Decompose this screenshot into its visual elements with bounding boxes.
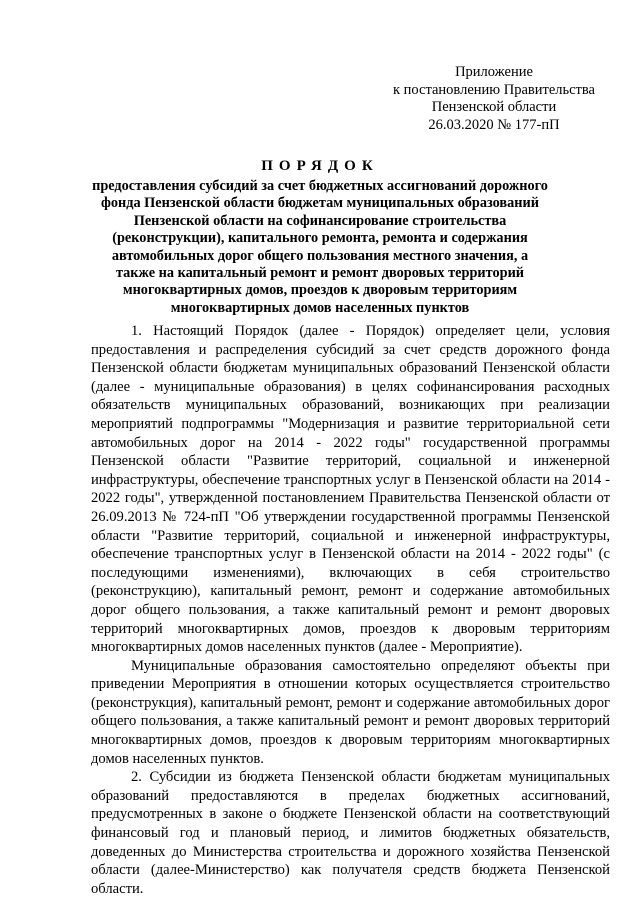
paragraph-2: Муниципальные образования самостоятельно определяют объекты при приведении Мероприятия в отношении которых осуществляется строительство (реконструкция), капитальный ремонт, ремонт и содержание автомобильных дорог общего пользования, а также капитальный ремонт и ремонт дворовых территорий многоквартирных домов, проездов к дворовым территориям многоквартирных домов населенных пунктов. <box>91 657 610 767</box>
appendix-header <box>360 64 628 134</box>
paragraph-3: 2. Субсидии из бюджета Пензенской области бюджетам муниципальных образований предоставляются в пределах бюджетных ассигнований, предусмотренных в законе о бюджете Пензенской области на соответствующий финансовый год и плановый период, и лимитов бюджетных обязательств, доведенных до Министерства строительства и дорожного хозяйства Пензенской области (далее-Министерство) как получателя средств бюджета Пензенской области. <box>91 769 610 897</box>
document-subtitle: предоставления субсидий за счет бюджетных ассигнований дорожного фонда Пензенской области бюджетам муниципальных образований Пензенской области на софинансирование строительства (реконструкции), капитального ремонта, ремонта и содержания автомобильных дорог общего пользования местного значения, а также на капитальный ремонт и ремонт дворовых территорий многоквартирных домов, проездов к дворовым территориям многоквартирных домов населенных пунктов <box>92 178 548 316</box>
paragraph-1: 1. Настоящий Порядок (далее - Порядок) определяет цели, условия предоставления и распределения субсидий за счет средств дорожного фонда Пензенской области бюджетам муниципальных образований Пензенской области (далее - муниципальные образования) в целях софинансирования расходных обязательств муниципальных образований, возникающих при реализации мероприятий подпрограммы "Модернизация и развитие территориальной сети автомобильных дорог на 2014 - 2022 годы" государственной программы Пензенской области "Развитие территорий, социальной и инженерной инфраструктуры, обеспечение транспортных услуг в Пензенской области на 2014 - 2022 годы", утвержденной постановлением Правительства Пензенской области от 26.09.2013 № 724-пП "Об утверждении государственной программы Пензенской области "Развитие территорий, социальной и инженерной инфраструктуры, обеспечение транспортных услуг в Пензенской области на 2014 - 2022 годы" (с последующими изменениями), включающих в себя строительство (реконструкцию), капитальный ремонт, ремонт и содержание автомобильных дорог общего пользования, а также капитальный ремонт и ремонт дворовых территорий многоквартирных домов, проездов к дворовым территориям многоквартирных домов населенных пунктов (далее - Мероприятие). <box>91 323 610 656</box>
appendix-line-1: Приложение <box>455 64 533 80</box>
document-body <box>91 322 610 898</box>
appendix-line-3: Пензенской области <box>431 99 557 115</box>
appendix-line-4: 26.03.2020 № 177-пП <box>428 116 560 133</box>
appendix-line-2: к постановлению Правительства <box>393 81 595 98</box>
document-title: ПОРЯДОК <box>261 158 379 174</box>
